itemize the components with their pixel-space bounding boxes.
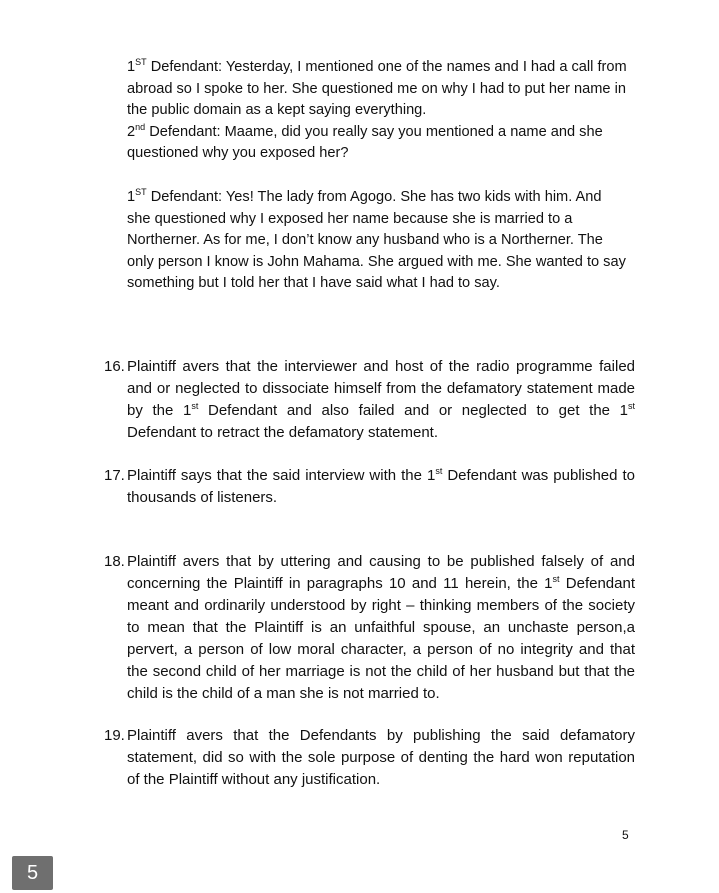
paragraph-number: 16.	[104, 358, 125, 375]
paragraph-text: Plaintiff says that the said interview with the 1st Defendant was published to thousands of listeners.	[127, 466, 636, 506]
paragraph-18	[104, 551, 635, 705]
paragraph-text: Plaintiff avers that the Defendants by publishing the said defamatory statement, did so with the sole purpose of denting the hard won reputation of the Plaintiff without any justification.	[127, 727, 635, 788]
page-number: 5	[622, 828, 629, 842]
paragraph-number: 18.	[104, 553, 125, 570]
paragraph-text: Plaintiff avers that the interviewer and host of the radio programme failed and or neglected to dissociate himself from the defamatory statement made by the 1st Defendant and also failed and or neglected to get the 1st Defendant to retract the defamatory statement.	[127, 358, 635, 441]
page-number-badge[interactable]: 5	[12, 856, 53, 890]
transcript-block-1	[127, 57, 627, 165]
transcript-line-1st-defendant: 1ST Defendant: Yesterday, I mentioned one of the names and I had a call from abroad so I spoke to her. She questioned me on why I had to put her name in the public domain as a kept saying everything.	[127, 57, 627, 119]
paragraph-17	[104, 465, 635, 509]
paragraph-19	[104, 725, 635, 791]
paragraph-number: 17.	[104, 467, 125, 484]
transcript-block-2	[127, 187, 627, 295]
paragraph-number: 19.	[104, 727, 125, 744]
paragraph-text: Plaintiff avers that by uttering and causing to be published falsely of and concerning the Plaintiff in paragraphs 10 and 11 herein, the 1st Defendant meant and ordinarily understood by right – thinking members of the society to mean that the Plaintiff is an unfaithful spouse, an unchaste person,a pervert, a person of low moral character, a person of no integrity and that the second child of her marriage is not the child of her husband but that the child is the child of a man she is not married to.	[127, 553, 635, 702]
transcript-line-2nd-defendant: 2nd Defendant: Maame, did you really say you mentioned a name and she questioned why you exposed her?	[127, 121, 603, 162]
paragraph-16	[104, 356, 635, 444]
transcript-line-1st-defendant-reply: 1ST Defendant: Yes! The lady from Agogo. She has two kids with him. And she questioned why I exposed her name because she is married to a Northerner. As for me, I don’t know any husband who is a Northerner. The only person I know is John Mahama. She argued with me. She wanted to say something but I told her that I have said what I had to say.	[127, 187, 626, 292]
